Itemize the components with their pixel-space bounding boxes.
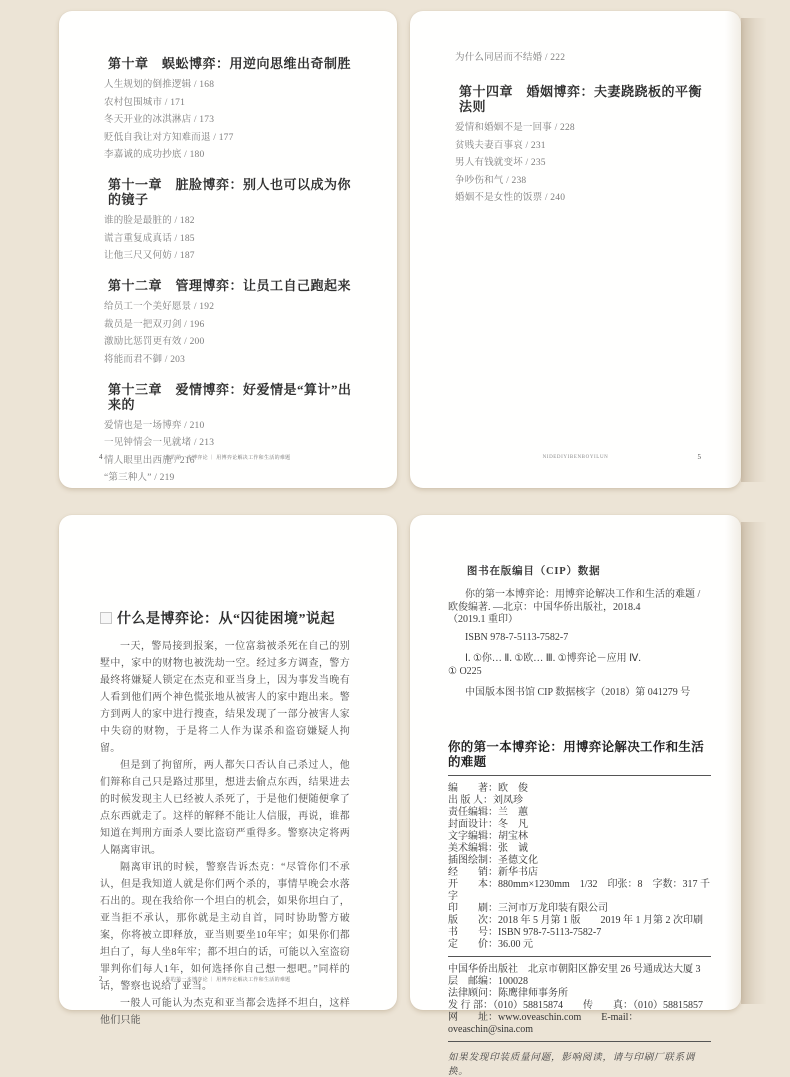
toc-page-4 <box>59 11 397 488</box>
page-footer <box>410 452 741 462</box>
publisher-line: 网 址：www.oveaschin.com E-mail：oveaschin@sina.com <box>448 1011 639 1035</box>
cip-description: 你的第一本博弈论：用博弈论解决工作和生活的难题 / 欧俊编著. —北京：中国华侨出版社，2018.4 <box>448 589 701 613</box>
chapter-heading: 第十四章 婚姻博弈：夫妻跷跷板的平衡法则 <box>459 84 703 114</box>
toc-entry: 争吵伤和气 / 238 <box>455 175 527 186</box>
colophon-line: 印 刷：三河市万龙印装有限公司 <box>448 902 608 914</box>
toc-content <box>59 11 397 483</box>
chapter-heading: 第十一章 脏脸博弈：别人也可以成为你的镜子 <box>108 177 352 207</box>
divider <box>448 775 711 776</box>
toc-page-5 <box>410 11 741 488</box>
running-title-pinyin: NIDEDIYIBENBOYILUN <box>542 454 609 460</box>
copyright-content <box>410 515 741 1077</box>
copyright-page <box>410 515 741 1077</box>
publisher-line: 发 行 部：（010）58815874 传 真：（010）58815857 <box>448 999 703 1011</box>
page-footer <box>59 974 397 984</box>
colophon-line: 编 著：欧 俊 <box>448 782 528 794</box>
page-footer <box>59 452 397 462</box>
chapter-heading: 第十二章 管理博弈：让员工自己跑起来 <box>108 278 352 293</box>
chapter-block <box>104 278 359 365</box>
quality-note: 如果发现印装质量问题，影响阅读，请与印刷厂联系调换。 <box>448 1052 696 1077</box>
folio-number: 2 <box>99 975 103 983</box>
colophon-line: 美术编辑：张 诚 <box>448 842 528 854</box>
cip-classification: Ⅰ. ①你… Ⅱ. ①欧… Ⅲ. ①博弈论－应用 Ⅳ. <box>465 653 641 664</box>
toc-entry: 让他三尺又何妨 / 187 <box>104 251 195 261</box>
publisher-line: 中国华侨出版社 北京市朝阳区静安里 26 号通成达大厦 3 层 邮编：100028 <box>448 963 701 987</box>
publisher-line: 法律顾问：陈鹰律师事务所 <box>448 987 568 999</box>
colophon-line: 封面设计：冬 凡 <box>448 818 528 830</box>
divider <box>448 1041 711 1042</box>
toc-entry: 爱情和婚姻不是一回事 / 228 <box>455 123 575 133</box>
toc-entry: 一见钟情会一见就堵 / 213 <box>104 438 215 448</box>
page-edge-shadow <box>741 18 767 482</box>
folio-number: 4 <box>99 453 103 461</box>
toc-entry: 贬低自我让对方知难而退 / 177 <box>104 132 234 143</box>
preface-title-text: 什么是博弈论：从“囚徒困境”说起 <box>117 612 335 627</box>
toc-entry: 为什么同居而不结婚 / 222 <box>455 53 566 63</box>
toc-entry: 李嘉诚的成功抄底 / 180 <box>104 150 205 160</box>
toc-entry: 贫贱夫妻百事哀 / 231 <box>455 140 546 151</box>
chapter-heading: 第十三章 爱情博弈：好爱情是“算计”出来的 <box>108 381 352 412</box>
running-title: 你的第一本博弈论 ｜ 用博弈论解决工作和生活的难题 <box>165 455 291 461</box>
chapter-block <box>104 56 359 160</box>
colophon-line: 出 版 人：刘凤珍 <box>448 794 523 806</box>
toc-entry: 农村包围城市 / 171 <box>104 97 186 108</box>
cip-record-number: 中国版本图书馆 CIP 数据核字（2018）第 041279 号 <box>465 687 691 698</box>
toc-entry: 激励比惩罚更有效 / 200 <box>104 337 205 347</box>
cip-heading: 图书在版编目（CIP）数据 <box>466 566 601 577</box>
preface-page-2 <box>59 515 397 1026</box>
toc-entry: 裁员是一把双刃剑 / 196 <box>104 319 205 330</box>
cip-classification: ① O225 <box>448 665 482 677</box>
section-square-icon <box>100 612 112 624</box>
colophon-line: 书 号：ISBN 978-7-5113-7582-7 <box>448 926 602 938</box>
chapter-block <box>455 84 703 203</box>
colophon-line: 定 价：36.00 元 <box>448 938 533 950</box>
toc-entry: 谎言重复成真话 / 185 <box>104 233 195 244</box>
toc-content <box>410 11 741 203</box>
toc-entry: 爱情也是一场博弈 / 210 <box>104 420 205 431</box>
cip-reprint: （2019.1 重印） <box>448 614 518 625</box>
preface-paragraph: 一般人可能认为杰克和亚当都会选择不坦白，这样他们只能 <box>100 998 350 1026</box>
colophon-line: 开 本：880mm×1230mm 1/32 印张：8 字数：317 千字 <box>448 878 711 902</box>
running-title: 你的第一本博弈论 ｜ 用博弈论解决工作和生活的难题 <box>165 977 291 983</box>
colophon-line: 插图绘制：圣德文化 <box>448 854 538 866</box>
preface-paragraph: 一天，警局接到报案，一位富翁被杀死在自己的别墅中，家中的财物也被洗劫一空。经过多方调查，警方最终将嫌疑人锁定在杰克和亚当身上，因为事发当晚有人看到他们两个神色慌张地从被害人的家中跑出来。警方到两人的家中进行搜查，结果发现了一部分被害人家中失窃的财物，于是将二人作为谋杀和盗窃嫌疑人拘留。 <box>100 641 350 754</box>
isbn-line: ISBN 978-7-5113-7582-7 <box>465 631 569 643</box>
preface-paragraph: 隔离审讯的时候，警察告诉杰克：“尽管你们不承认，但是我知道人就是你们两个杀的，事情早晚会水落石出的。现在我给你一个坦白的机会，如果你坦白了，亚当拒不承认，那你就是主动自首，同时协助警方破案，你将被立即释放，亚当则要坐10年牢；如果你们都坦白了，每人坐8年牢；都不坦白的话，可能以入室盗窃罪判你们每人1年，如何选择你自己想一想吧。”同样的话，警察也说给了亚当。 <box>100 862 350 992</box>
divider <box>448 956 711 957</box>
toc-entry: 情人眼里出西施 / 216 <box>104 455 195 466</box>
colophon-line: 文字编辑：胡宝林 <box>448 830 528 842</box>
preface-content <box>59 515 397 1029</box>
toc-entry: 人生规划的倒推逻辑 / 168 <box>104 80 215 90</box>
book-title: 你的第一本博弈论：用博弈论解决工作和生活的难题 <box>448 739 705 769</box>
preface-title <box>100 612 350 628</box>
toc-entry: 将能而君不御 / 203 <box>104 354 186 365</box>
preface-paragraph: 但是到了拘留所，两人都矢口否认自己杀过人，他们辩称自己只是路过那里，想进去偷点东西，结果进去的时候发现主人已经被人杀死了，于是他们便随便拿了点东西就走了。这样的解释不能让人信服，再说，谁都知道在判刑方面杀人要比盗窃严重得多。警察决定将两人隔离审讯。 <box>100 760 350 856</box>
toc-entry: 谁的脸是最脏的 / 182 <box>104 216 195 226</box>
chapter-block <box>104 177 359 261</box>
colophon-line: 经 销：新华书店 <box>448 866 538 878</box>
folio-number: 5 <box>697 453 701 461</box>
toc-entry: 男人有钱就变坏 / 235 <box>455 158 546 168</box>
toc-entry: 给员工一个美好愿景 / 192 <box>104 302 215 312</box>
toc-entry: 婚姻不是女性的饭票 / 240 <box>455 193 566 203</box>
page-edge-shadow <box>741 522 767 1004</box>
toc-entry: 冬天开业的冰淇淋店 / 173 <box>104 115 215 125</box>
colophon-line: 版 次：2018 年 5 月第 1 版 2019 年 1 月第 2 次印刷 <box>448 914 703 926</box>
toc-entry: “第三种人” / 219 <box>104 473 175 483</box>
chapter-block <box>104 382 359 484</box>
chapter-heading: 第十章 蜈蚣博弈：用逆向思维出奇制胜 <box>108 56 352 71</box>
colophon-line: 责任编辑：兰 蕙 <box>448 806 528 818</box>
